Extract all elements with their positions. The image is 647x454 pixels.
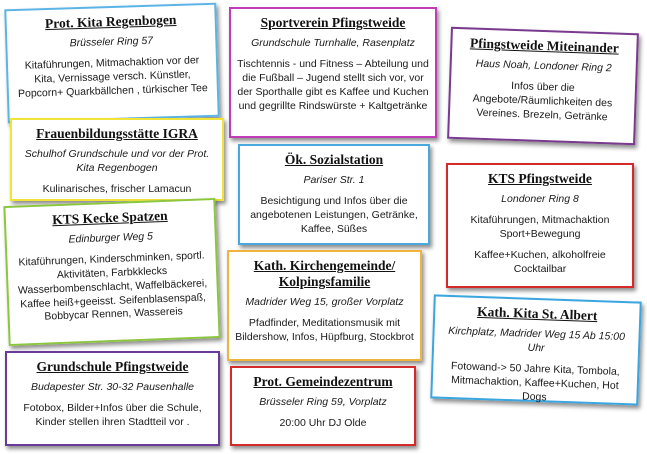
card-address: Haus Noah, Londoner Ring 2: [475, 57, 612, 75]
card-title: Prot. Gemeindezentrum: [253, 374, 393, 389]
card-address: Grundschule Turnhalle, Rasenplatz: [251, 37, 415, 50]
card-grundschule-pfingstweide: [5, 351, 220, 446]
card-kath-kita-st-albert: [430, 294, 642, 405]
card-address: Brüsseler Ring 57: [69, 34, 154, 50]
card-address: Madrider Weg 15, großer Vorplatz: [245, 296, 404, 309]
card-description: Infos über die Angebote/Räumlichkeiten des Vereines. Brezeln, Getränke: [472, 79, 613, 124]
card-description: Kulinarisches, frischer Lamacun: [42, 182, 192, 195]
card-description: Fotobox, Bilder+Infos über die Schule, Kinder stellen ihren Stadtteil vor .: [23, 402, 202, 428]
card-oek-sozialstation: [238, 144, 430, 245]
card-title: KTS Kecke Spatzen: [51, 207, 168, 228]
card-description: Pfadfinder, Meditationsmusik mit Bildershow, Infos, Hüpfburg, Stockbrot: [235, 317, 414, 344]
card-address: Edinburger Weg 5: [68, 230, 154, 246]
card-description: Tischtennis - und Fitness – Abteilung und die Fußball – Jugend stellt sich vor, vor der Sporthalle gibt es Kaffee und Kuchen und gegrillte Rindswürste + Kaltgetränke: [237, 58, 429, 112]
card-description-extra: Kaffee+Kuchen, alkoholfreie Cocktailbar: [474, 248, 606, 275]
card-title: Grundschule Pfingstweide: [36, 359, 189, 374]
card-kts-pfingstweide: [446, 163, 634, 288]
card-address: Schulhof Grundschule und vor der Prot. Kita Regenbogen: [24, 148, 210, 175]
card-title: Pfingstweide Miteinander: [469, 35, 620, 56]
card-title: Sportverein Pfingstweide: [260, 15, 406, 30]
card-title: Kath. Kirchengemeinde/ Kolpingsfamilie: [253, 258, 396, 290]
card-address: Kirchplatz, Madrider Weg 15 Ab 15:00 Uhr: [447, 325, 626, 355]
card-title: Kath. Kita St. Albert: [476, 303, 598, 324]
card-description: Kitaführungen, Mitmachaktion vor der Kita, Vernissage versch. Künstler, Popcorn+ Quarkbällchen , türkischer Tee: [17, 54, 208, 100]
card-frauenbildungsstaette-igra: [10, 118, 224, 201]
card-kath-kirchengemeinde-kolpingsfamilie: [227, 250, 422, 361]
card-address: Budapester Str. 30-32 Pausenhalle: [30, 381, 195, 394]
card-description: Fotowand-> 50 Jahre Kita, Tombola, Mitmachaktion, Kaffee+Kuchen, Hot Dogs: [450, 359, 620, 404]
card-sportverein-pfingstweide: [229, 7, 437, 138]
card-address: Pariser Str. 1: [303, 174, 365, 187]
card-description: Besichtigung und Infos über die angebotenen Leistungen, Getränke, Kaffee, Süßes: [250, 195, 418, 235]
card-prot-kita-regenbogen: [4, 3, 219, 124]
card-description: Kitaführungen, Mitmachaktion Sport+Bewegung: [470, 214, 610, 240]
card-title: KTS Pfingstweide: [488, 171, 592, 186]
card-description: Kitaführungen, Kinderschminken, sportl. Aktivitäten, Farbkklecks Wasserbombenschlacht, Waffelbäckerei, Kaffee heiß+geeisst. Seifenblasenspaß, Bobbycar Rennen, Wassereis: [17, 249, 208, 324]
card-pfingstweide-miteinander: [447, 27, 639, 145]
card-prot-gemeindezentrum: [230, 366, 416, 446]
card-address: Brüsseler Ring 59, Vorplatz: [259, 396, 387, 409]
card-title: Frauenbildungsstätte IGRA: [36, 126, 198, 141]
card-address: Londoner Ring 8: [501, 193, 579, 206]
card-description: 20:00 Uhr DJ Olde: [279, 417, 367, 430]
card-title: Prot. Kita Regenbogen: [44, 11, 177, 32]
card-kts-kecke-spatzen: [3, 198, 220, 346]
card-title: Ök. Sozialstation: [284, 152, 384, 167]
